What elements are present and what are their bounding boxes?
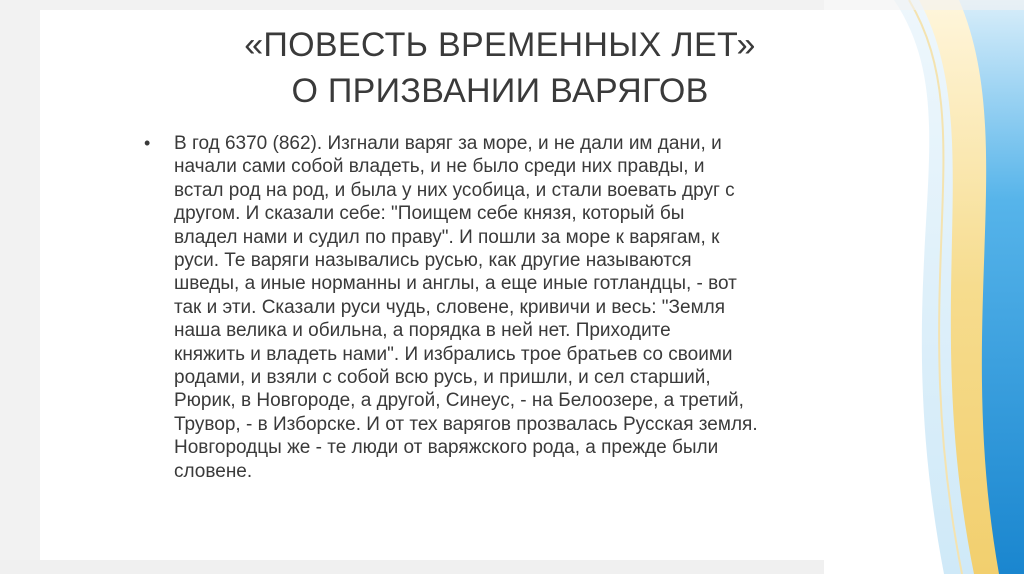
bullet-item — [144, 132, 850, 483]
slide-title-line-1: «ПОВЕСТЬ ВРЕМЕННЫХ ЛЕТ» — [244, 26, 756, 64]
slide-frame-left — [0, 0, 40, 574]
decorative-wave-graphic — [824, 0, 1024, 574]
bullet-symbol: • — [144, 133, 151, 153]
slide-title — [180, 22, 820, 114]
slide-title-line-2: О ПРИЗВАНИИ ВАРЯГОВ — [291, 72, 709, 110]
bullet-text: В год 6370 (862). Изгнали варяг за море, и не дали им дани, и начали сами собой владеть, и не было среди них правды, и встал род на род, и была у них усобица, и стали воевать друг с другом. И сказали себе: "Поищем себе князя, который бы владел нами и судил по праву". И пошли за море к варягам, к руси. Те варяги назывались русью, как другие называются шведы, а иные норманны и англы, а еще иные готландцы, - вот так и эти. Сказали руси чудь, словене, кривичи и весь: "Земля наша велика и обильна, а порядка в ней нет. Приходите княжить и владеть нами". И избрались трое братьев со своими родами, и взяли с собой всю русь, и пришли, и сел старший, Рюрик, в Новгороде, а другой, Синеус, - на Белоозере, а третий, Трувор, - в Изборске. И от тех варягов прозвалась Русская земля. Новгородцы же - те люди от варяжского рода, а прежде были словене. — [174, 133, 758, 482]
